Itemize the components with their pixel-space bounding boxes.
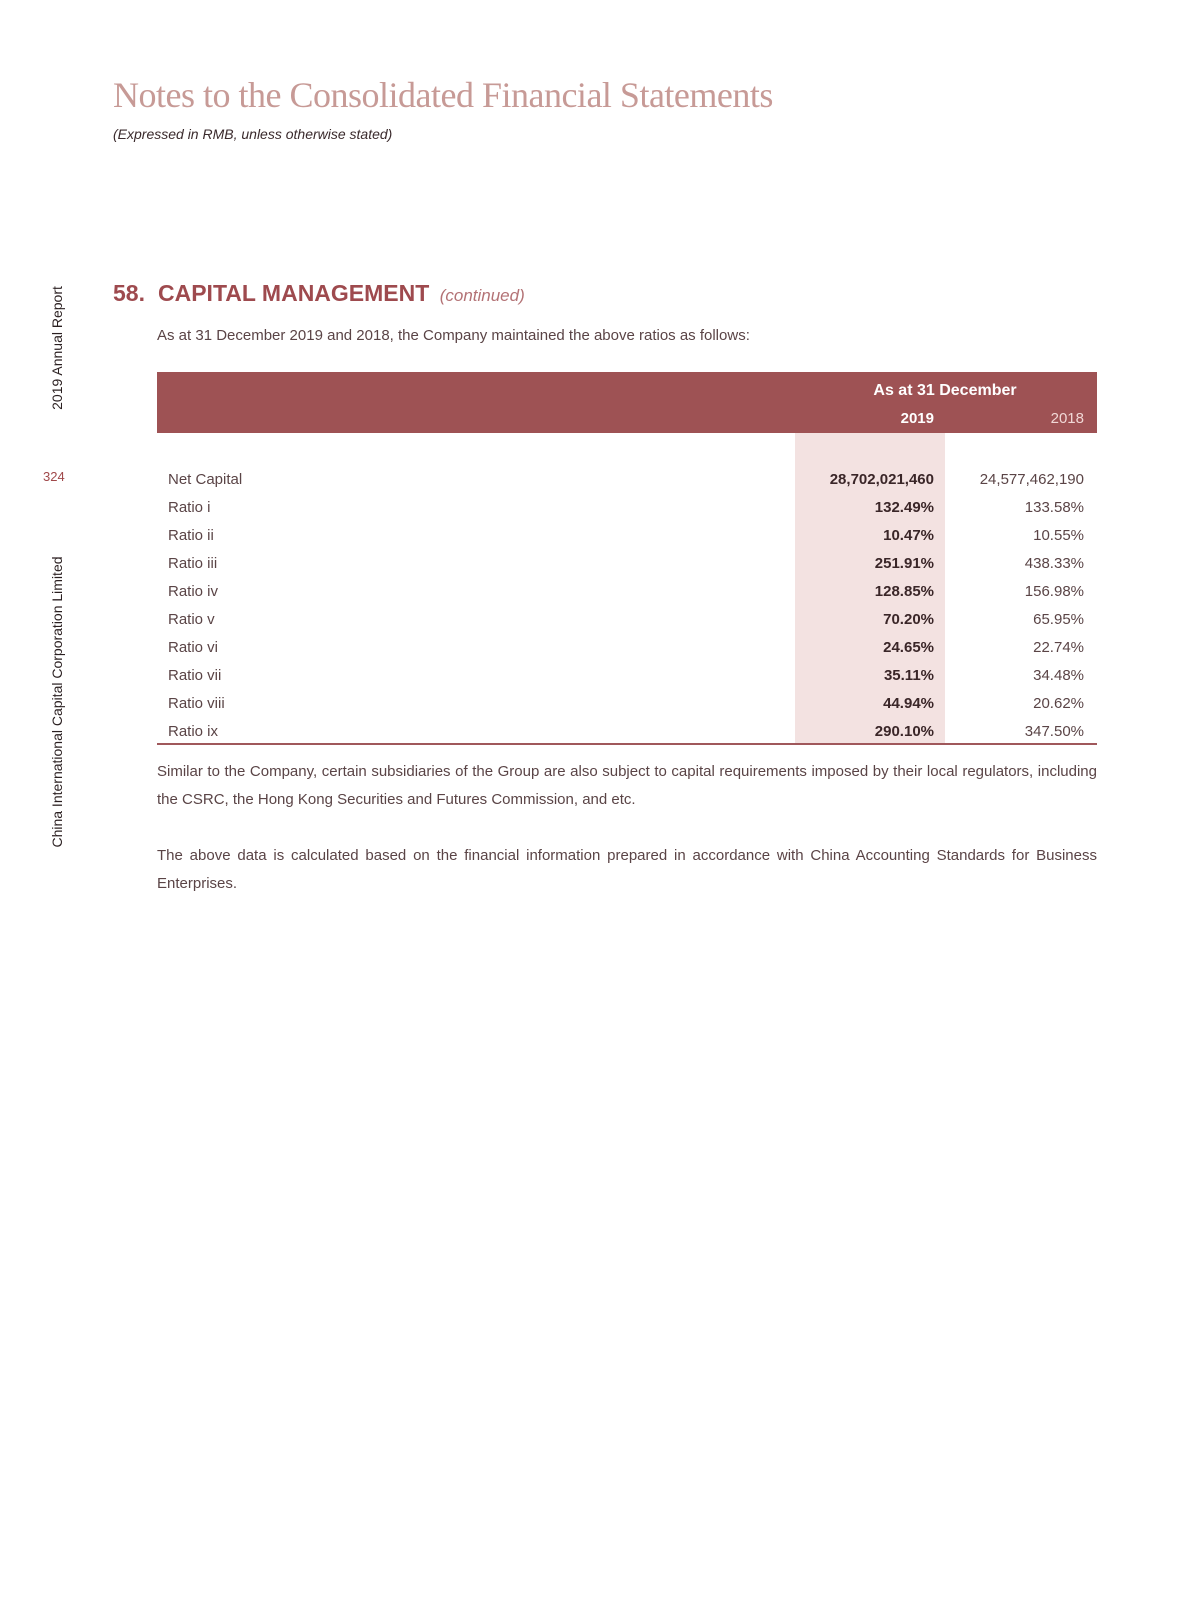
page-subtitle: (Expressed in RMB, unless otherwise stated)	[113, 126, 393, 142]
row-label: Ratio v	[168, 611, 215, 628]
table-row	[157, 635, 1097, 663]
row-value-2018: 156.98%	[1024, 583, 1084, 600]
row-value-2018: 24,577,462,190	[979, 471, 1084, 488]
row-value-2018: 34.48%	[1033, 667, 1084, 684]
row-value-2018: 10.55%	[1033, 527, 1084, 544]
table-bottom-rule	[157, 743, 1097, 745]
paragraph-standards: The above data is calculated based on the financial information prepared in accordance with China Accounting Standards for Business Enterprises.	[157, 847, 1097, 892]
row-value-2019: 290.10%	[874, 723, 934, 740]
section-number: 58.	[113, 280, 145, 306]
row-value-2019: 132.49%	[874, 499, 934, 516]
section-title: CAPITAL MANAGEMENT	[158, 280, 430, 306]
table-row	[157, 607, 1097, 635]
header-group-label: As at 31 December	[873, 382, 1017, 399]
side-report-label: 2019 Annual Report	[49, 286, 65, 410]
row-value-2019: 24.65%	[883, 639, 934, 656]
row-label: Ratio iii	[168, 555, 218, 572]
table-row	[157, 579, 1097, 607]
table-row	[157, 551, 1097, 579]
row-label: Ratio iv	[168, 583, 219, 600]
side-company-label: China International Capital Corporation Limited	[49, 556, 65, 848]
row-value-2019: 10.47%	[883, 527, 934, 544]
row-label: Ratio vi	[168, 639, 219, 656]
page-title: Notes to the Consolidated Financial Statements	[113, 75, 773, 115]
row-value-2018: 347.50%	[1024, 723, 1084, 740]
row-value-2018: 438.33%	[1024, 555, 1084, 572]
row-label: Ratio viii	[168, 695, 225, 712]
header-2019: 2019	[900, 410, 934, 427]
row-value-2019: 70.20%	[883, 611, 934, 628]
table-row	[157, 467, 1097, 495]
table-row	[157, 691, 1097, 719]
row-value-2018: 22.74%	[1033, 639, 1084, 656]
row-label: Ratio vii	[168, 667, 222, 684]
row-value-2019: 44.94%	[883, 695, 934, 712]
row-value-2019: 28,702,021,460	[829, 471, 934, 488]
table-header	[157, 372, 1097, 433]
row-label: Ratio ix	[168, 723, 219, 740]
table-row	[157, 495, 1097, 523]
header-2018: 2018	[1050, 410, 1084, 427]
row-value-2018: 65.95%	[1033, 611, 1084, 628]
row-label: Net Capital	[168, 471, 243, 488]
table-row	[157, 663, 1097, 691]
paragraph-subsidiaries: Similar to the Company, certain subsidiaries of the Group are also subject to capital requirements imposed by their local regulators, including the CSRC, the Hong Kong Securities and Futures Commission, and etc.	[157, 763, 1097, 808]
row-value-2019: 35.11%	[883, 667, 934, 684]
section-intro: As at 31 December 2019 and 2018, the Company maintained the above ratios as follows:	[157, 327, 750, 344]
page-number: 324	[43, 469, 65, 484]
section-heading	[113, 280, 525, 307]
table-body	[157, 467, 1097, 747]
row-label: Ratio ii	[168, 527, 214, 544]
row-value-2019: 251.91%	[874, 555, 934, 572]
table-row	[157, 523, 1097, 551]
row-value-2018: 20.62%	[1033, 695, 1084, 712]
row-label: Ratio i	[168, 499, 211, 516]
row-value-2018: 133.58%	[1024, 499, 1084, 516]
section-continued: (continued)	[439, 286, 525, 305]
row-value-2019: 128.85%	[874, 583, 934, 600]
